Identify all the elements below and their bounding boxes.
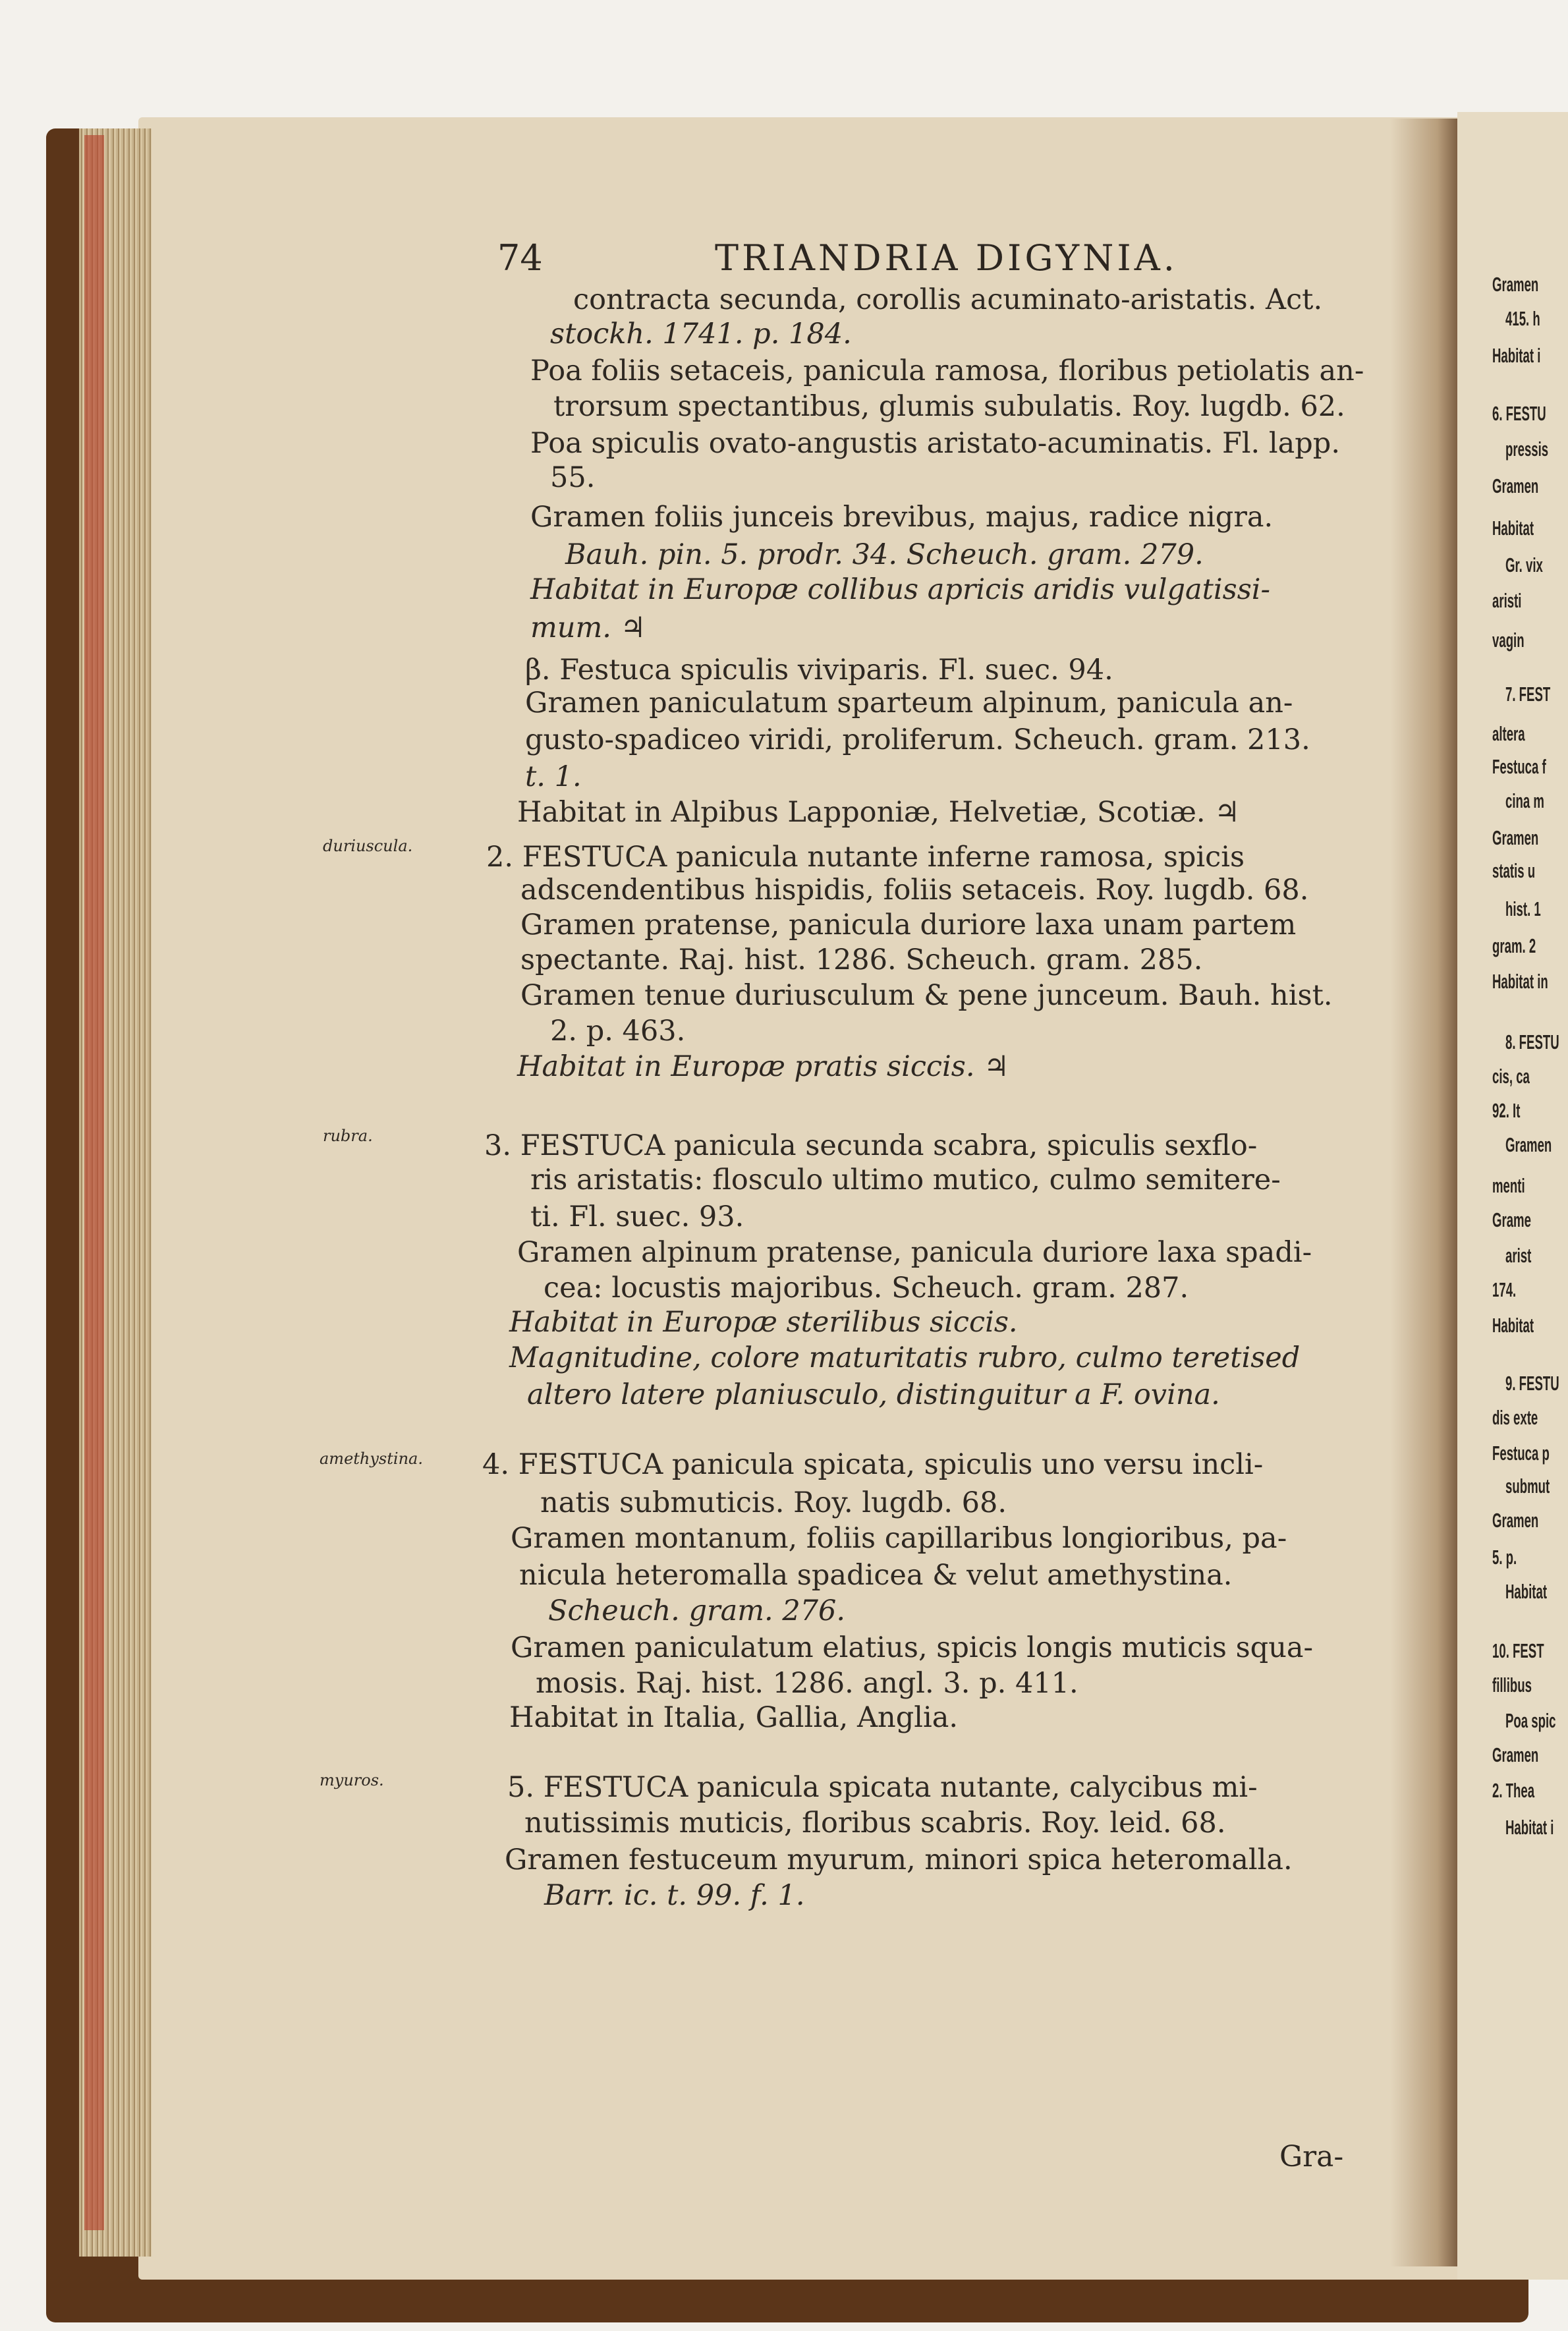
right-page-fragment: 10. FEST [1492,1639,1544,1662]
right-page-fragment: fillibus [1492,1673,1532,1697]
running-header: TRIANDRIA DIGYNIA. [715,237,1178,279]
text-line: Bauh. pin. 5. prodr. 34. Scheuch. gram. 279. [565,538,1204,571]
right-page-fragment: Festuca p [1492,1442,1550,1465]
text-line: Poa spiculis ovato-angustis aristato-acuminatis. Fl. lapp. [530,427,1341,460]
right-page-fragment: Habitat [1492,1314,1534,1337]
right-page-fragment: 8. FESTU [1505,1030,1559,1053]
right-page-fragment: Habitat [1492,517,1534,540]
right-page-fragment: Gramen [1505,1133,1552,1156]
right-page-fragment: 5. p. [1492,1546,1517,1569]
text-line: trorsum spectantibus, glumis subulatis. Roy. lugdb. 62. [553,390,1345,423]
text-line: Magnitudine, colore maturitatis rubro, culmo teretised [509,1341,1301,1374]
text-line: 2. p. 463. [550,1015,686,1048]
right-page-fragment: Gramen [1492,1509,1539,1532]
text-line: Gramen tenue duriusculum & pene junceum. Bauh. hist. [520,979,1333,1012]
text-line: natis submuticis. Roy. lugdb. 68. [540,1486,1007,1519]
right-page-fragment: gram. 2 [1492,934,1536,957]
margin-species-label: rubra. [323,1127,373,1145]
right-page-fragment: Poa spic [1505,1709,1556,1732]
text-line: Habitat in Italia, Gallia, Anglia. [509,1701,959,1734]
right-page-fragment: Habitat i [1505,1816,1554,1839]
text-line: altero latere planiusculo, distinguitur a F. ovina. [527,1378,1220,1411]
text-line: β. Festuca spiculis viviparis. Fl. suec. 94. [525,654,1113,687]
right-page-fragment: 92. It [1492,1099,1521,1122]
margin-species-label: duriuscula. [323,837,413,855]
text-line: Gramen paniculatum elatius, spicis longis muticis squa- [511,1631,1314,1664]
text-line: mum. ♃ [530,611,646,644]
right-page-fragment: arist [1505,1244,1532,1267]
text-line: Poa foliis setaceis, panicula ramosa, floribus petiolatis an- [530,354,1364,387]
text-line: Barr. ic. t. 99. f. 1. [544,1879,805,1912]
text-line: nicula heteromalla spadicea & velut amethystina. [519,1559,1233,1592]
right-page-fragment: hist. 1 [1505,897,1541,920]
text-line: Gramen pratense, panicula duriore laxa unam partem [520,909,1297,941]
margin-species-label: amethystina. [320,1449,423,1468]
right-page-fragment: Gramen [1492,826,1539,849]
text-line: Habitat in Europæ pratis siccis. ♃ [517,1050,1009,1083]
right-page-fragment: statis u [1492,859,1536,882]
page-number: 74 [497,237,543,279]
right-page-fragment: Habitat in [1492,970,1548,993]
text-line: cea: locustis majoribus. Scheuch. gram. 287. [544,1272,1189,1305]
red-page-edges [84,135,104,2230]
text-line: ti. Fl. suec. 93. [530,1200,744,1233]
text-line: Habitat in Europæ collibus apricis aridis vulgatissi- [530,573,1271,606]
right-page-fragment: Gramen [1492,474,1539,497]
text-line: nutissimis muticis, floribus scabris. Roy. leid. 68. [524,1807,1226,1840]
right-page-fragment: aristi [1492,589,1522,612]
text-line: ris aristatis: flosculo ultimo mutico, culmo semitere- [530,1164,1281,1196]
text-line: stockh. 1741. p. 184. [550,318,852,351]
right-page-fragment: 9. FESTU [1505,1372,1559,1395]
text-line: contracta secunda, corollis acuminato-aristatis. Act. [573,283,1323,316]
right-page-fragment: dis exte [1492,1406,1538,1429]
right-page-fragment: Gramen [1492,1743,1539,1766]
right-page-fragment: vagin [1492,629,1525,652]
text-line: Gramen paniculatum sparteum alpinum, panicula an- [525,687,1293,719]
right-page-fragment: Grame [1492,1208,1531,1231]
text-line: t. 1. [525,760,582,793]
right-page-fragment: Festuca f [1492,755,1546,778]
text-line: mosis. Raj. hist. 1286. angl. 3. p. 411. [536,1667,1078,1700]
text-line: Habitat in Alpibus Lapponiæ, Helvetiæ, Scotiæ. ♃ [517,796,1240,829]
text-line: 4. FESTUCA panicula spicata, spiculis uno versu incli- [482,1448,1264,1481]
text-line: Gramen foliis junceis brevibus, majus, radice nigra. [530,501,1274,534]
text-line: 55. [550,461,596,494]
right-page-fragment: altera [1492,722,1525,745]
right-page-fragment: cina m [1505,789,1544,812]
text-line: gusto-spadiceo viridi, proliferum. Scheuch. gram. 213. [525,723,1310,756]
right-page-fragment: 415. h [1505,307,1540,330]
text-line: spectante. Raj. hist. 1286. Scheuch. gram. 285. [520,943,1203,976]
text-line: 3. FESTUCA panicula secunda scabra, spiculis sexflo- [484,1129,1258,1162]
right-page-fragment: 2. Thea [1492,1779,1535,1802]
right-page-fragment: 174. [1492,1278,1517,1301]
text-line: Scheuch. gram. 276. [548,1594,846,1627]
right-page-fragment: Gramen [1492,273,1539,296]
text-line: Habitat in Europæ sterilibus siccis. [509,1306,1018,1339]
text-line: 5. FESTUCA panicula spicata nutante, calycibus mi- [507,1771,1258,1804]
text-line: Gramen montanum, foliis capillaribus longioribus, pa- [511,1522,1287,1555]
right-page-fragment: menti [1492,1174,1525,1197]
right-page-fragment: pressis [1505,437,1549,461]
margin-species-label: myuros. [320,1771,384,1789]
catchword: Gra- [1279,2140,1344,2174]
text-line: Gramen festuceum myurum, minori spica heteromalla. [505,1843,1293,1876]
right-page-fragment: Habitat [1505,1580,1548,1603]
right-page-fragment: submut [1505,1474,1550,1498]
right-page-fragment: Gr. vix [1505,553,1543,576]
right-page-fragment: Habitat i [1492,344,1541,367]
text-line: adscendentibus hispidis, foliis setaceis. Roy. lugdb. 68. [520,874,1309,907]
text-line: Gramen alpinum pratense, panicula duriore laxa spadi- [517,1236,1312,1269]
right-page-fragment: 6. FESTU [1492,402,1546,425]
right-page-fragment: 7. FEST [1505,683,1551,706]
text-line: 2. FESTUCA panicula nutante inferne ramosa, spicis [486,841,1245,874]
right-page-fragment: cis, ca [1492,1065,1530,1088]
